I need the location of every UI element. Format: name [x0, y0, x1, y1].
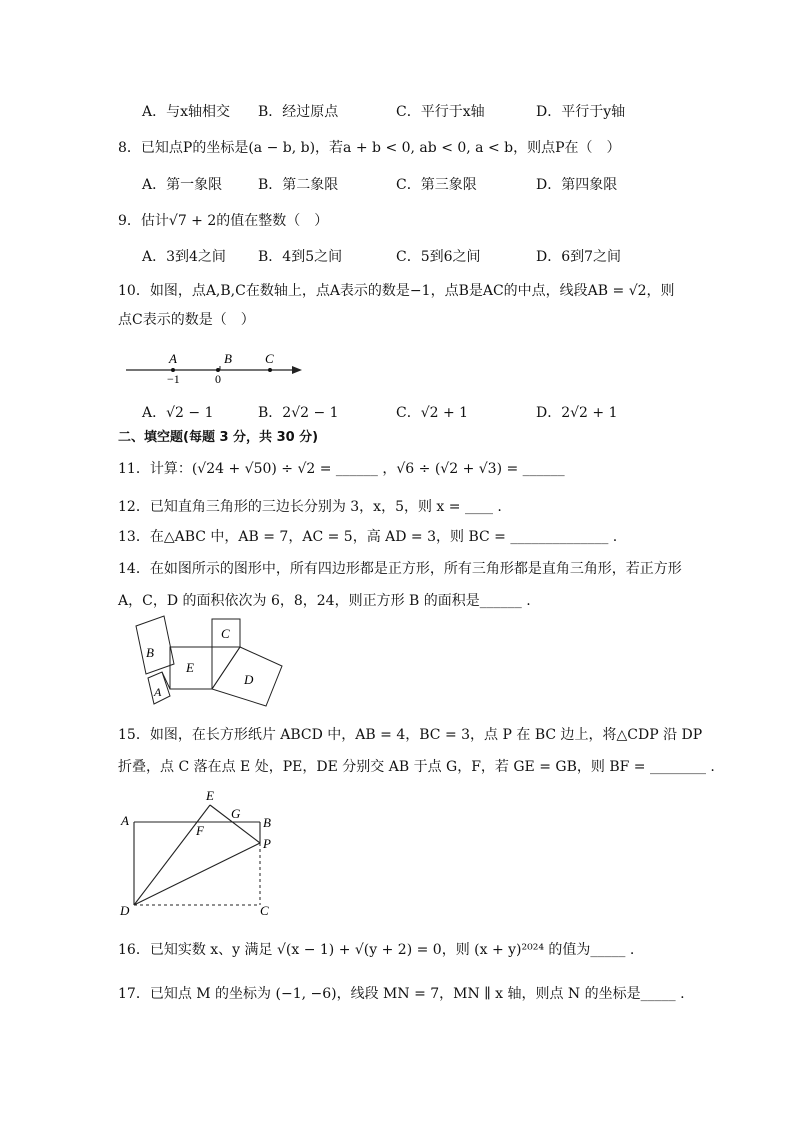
- line-de: [134, 805, 210, 905]
- number-line-arrow: [292, 366, 302, 374]
- label-c: C: [221, 626, 230, 641]
- q9-option-a: A．3到4之间: [142, 249, 226, 265]
- label-e: E: [186, 660, 194, 675]
- tick-label-0: 0: [215, 372, 221, 386]
- q7-option-a: A．与x轴相交: [142, 104, 231, 120]
- point-c-dot: [268, 368, 272, 372]
- point-a-label: A: [169, 351, 177, 366]
- label-p: P: [263, 836, 271, 851]
- q16-text: 16．已知实数 x、y 满足 √(x − 1) + √(y + 2) = 0，则 (x + y)²⁰²⁴ 的值为_____ .: [118, 942, 635, 958]
- q10-option-a: A．√2 − 1: [142, 405, 214, 421]
- q11-text: 11．计算：(√24 + √50) ÷ √2 = ______ ，√6 ÷ (√2 + √3) = ______: [118, 461, 565, 477]
- q10-option-b: B．2√2 − 1: [258, 405, 339, 421]
- point-c-label: C: [265, 351, 274, 366]
- q10-stem-line2: 点C表示的数是（ ）: [118, 312, 255, 328]
- label-b: B: [263, 815, 271, 830]
- tick-label-neg1: −1: [167, 372, 180, 386]
- square-b: [136, 616, 174, 674]
- q7-option-c: C．平行于x轴: [396, 104, 485, 120]
- q13-text: 13．在△ABC 中，AB = 7，AC = 5，高 AD = 3，则 BC = ______________ .: [118, 529, 618, 545]
- q8-stem: 8．已知点P的坐标是(a − b, b)，若a + b < 0, ab < 0, a < b，则点P在（ ）: [118, 140, 621, 156]
- rectangle-fold-figure: [118, 785, 288, 920]
- label-f: F: [196, 823, 204, 838]
- q8-option-b: B．第二象限: [258, 177, 339, 193]
- q17-text: 17．已知点 M 的坐标为 (−1, −6)，线段 MN = 7，MN ∥ x 轴，则点 N 的坐标是_____ .: [118, 986, 685, 1002]
- section-2-title: 二、填空题(每题 3 分，共 30 分): [118, 430, 319, 445]
- q14-line1: 14．在如图所示的图形中，所有四边形都是正方形，所有三角形都是直角三角形，若正方形: [118, 561, 682, 577]
- q10-stem-line1: 10．如图，点A,B,C在数轴上，点A表示的数是−1，点B是AC的中点，线段AB = √2，则: [118, 283, 675, 299]
- q9-option-b: B．4到5之间: [258, 249, 343, 265]
- q15-line1: 15．如图，在长方形纸片 ABCD 中，AB = 4，BC = 3，点 P 在 BC 边上，将△CDP 沿 DP: [118, 727, 703, 743]
- q9-option-c: C．5到6之间: [396, 249, 481, 265]
- label-d: D: [244, 672, 254, 687]
- q9-option-d: D．6到7之间: [536, 249, 622, 265]
- label-b: B: [146, 645, 154, 660]
- q7-option-b: B．经过原点: [258, 104, 339, 120]
- q9-stem: 9．估计√7 + 2的值在整数（ ）: [118, 213, 329, 229]
- q14-line2: A，C，D 的面积依次为 6，8，24，则正方形 B 的面积是______ .: [118, 593, 531, 609]
- q10-option-c: C．√2 + 1: [396, 405, 469, 421]
- label-e: E: [206, 788, 214, 803]
- label-d: D: [120, 903, 130, 918]
- q15-line2: 折叠，点 C 落在点 E 处，PE，DE 分别交 AB 于点 G，F，若 GE = GB，则 BF = ________ .: [118, 759, 715, 775]
- q7-option-d: D．平行于y轴: [536, 104, 626, 120]
- q8-option-d: D．第四象限: [536, 177, 618, 193]
- label-g: G: [231, 806, 241, 821]
- squares-figure: [118, 614, 288, 710]
- q10-option-d: D．2√2 + 1: [536, 405, 618, 421]
- number-line-figure: [120, 345, 310, 387]
- label-a: A: [154, 685, 162, 699]
- label-c: C: [260, 903, 269, 918]
- triangle-right: [212, 647, 240, 689]
- q8-option-a: A．第一象限: [142, 177, 223, 193]
- label-a: A: [121, 813, 129, 828]
- q12-text: 12．已知直角三角形的三边长分别为 3，x，5，则 x = ____ .: [118, 499, 502, 515]
- q8-option-c: C．第三象限: [396, 177, 477, 193]
- line-dp: [134, 843, 260, 905]
- point-b-label: B: [224, 351, 232, 366]
